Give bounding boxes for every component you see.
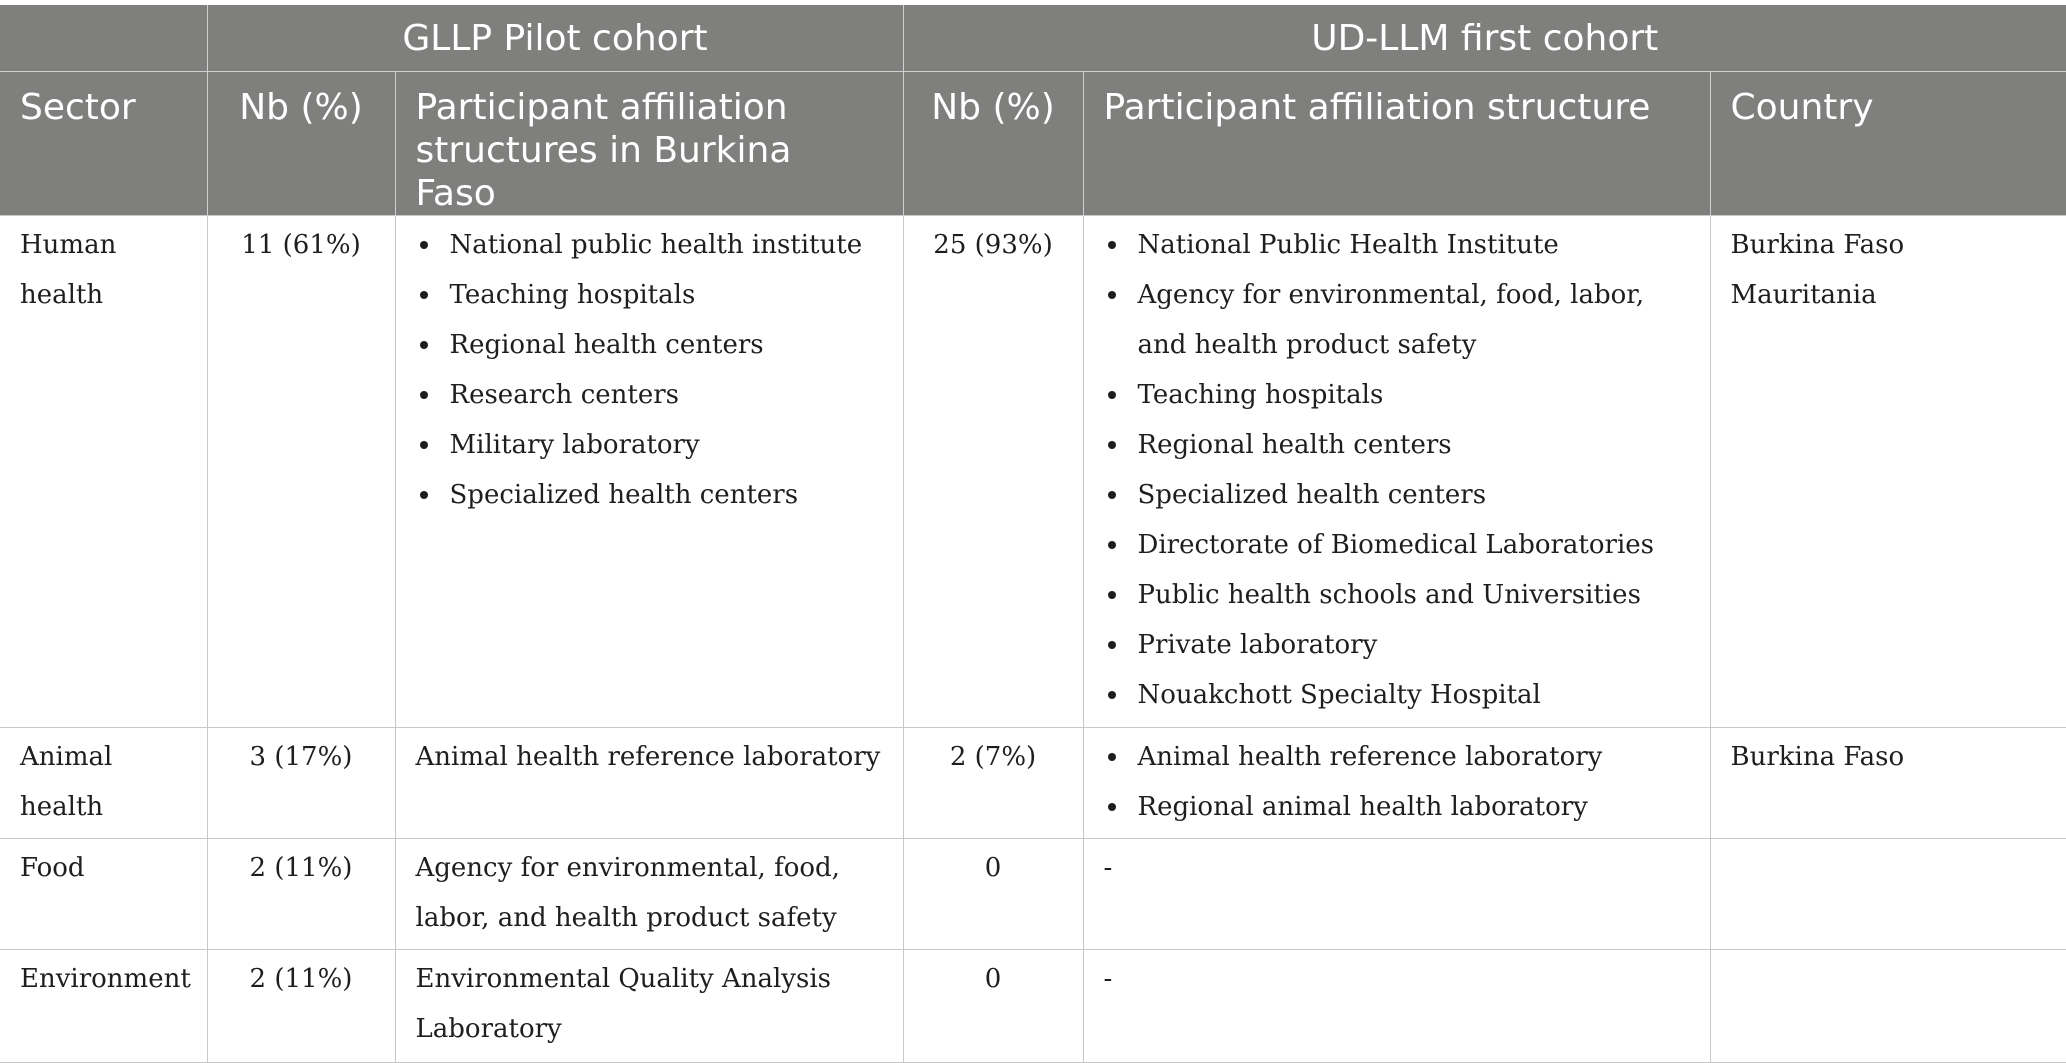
gllp-affiliation-cell [395,216,903,728]
table-row [0,950,2066,1063]
list-item: Regional health centers [416,320,883,370]
country-cell [1710,950,2066,1063]
country-cell: Burkina Faso [1710,728,2066,839]
sector-cell: Environment [0,950,207,1063]
list-item: Specialized health centers [1104,470,1690,520]
list-item: Nouakchott Specialty Hospital [1104,670,1690,720]
udllm-affiliation-cell [1083,216,1710,728]
header-sector: Sector [0,72,207,216]
sector-cell: Human health [0,216,207,728]
gllp-nb-cell: 2 (11%) [207,950,395,1063]
header-empty-cell [0,5,207,72]
table-row [0,839,2066,950]
udllm-nb-cell: 0 [903,950,1083,1063]
list-item: Teaching hospitals [1104,370,1690,420]
udllm-affiliation-list [1104,732,1690,832]
gllp-nb-cell: 2 (11%) [207,839,395,950]
udllm-affiliation-cell: - [1083,839,1710,950]
udllm-nb-cell: 0 [903,839,1083,950]
table-row [0,728,2066,839]
list-item: Agency for environmental, food, labor, and health product safety [1104,270,1690,370]
table-header [0,5,2066,216]
list-item: Regional health centers [1104,420,1690,470]
country-cell [1710,839,2066,950]
gllp-nb-cell: 3 (17%) [207,728,395,839]
list-item: Animal health reference laboratory [1104,732,1690,782]
header-group-gllp: GLLP Pilot cohort [207,5,903,72]
gllp-affiliation-list [416,220,883,520]
cohort-comparison-table [0,5,2066,1063]
sector-cell: Food [0,839,207,950]
udllm-affiliation-list [1104,220,1690,720]
table-row [0,216,2066,728]
list-item: Teaching hospitals [416,270,883,320]
udllm-nb-cell: 25 (93%) [903,216,1083,728]
country-cell: Burkina Faso Mauritania [1710,216,2066,728]
list-item: Specialized health centers [416,470,883,520]
udllm-nb-cell: 2 (7%) [903,728,1083,839]
list-item: Military laboratory [416,420,883,470]
list-item: Research centers [416,370,883,420]
udllm-affiliation-cell: - [1083,950,1710,1063]
header-nb-gllp: Nb (%) [207,72,395,216]
table-body [0,216,2066,1063]
header-nb-udllm: Nb (%) [903,72,1083,216]
list-item: National Public Health Institute [1104,220,1690,270]
header-affiliation-gllp: Participant affiliation structures in Burkina Faso [395,72,903,216]
header-group-udllm: UD-LLM first cohort [903,5,2066,72]
header-column-row [0,72,2066,216]
list-item: Directorate of Biomedical Laboratories [1104,520,1690,570]
header-affiliation-udllm: Participant affiliation structure [1083,72,1710,216]
header-country: Country [1710,72,2066,216]
list-item: Public health schools and Universities [1104,570,1690,620]
list-item: Regional animal health laboratory [1104,782,1690,832]
gllp-nb-cell: 11 (61%) [207,216,395,728]
gllp-affiliation-cell: Agency for environmental, food, labor, and health product safety [395,839,903,950]
list-item: Private laboratory [1104,620,1690,670]
list-item: National public health institute [416,220,883,270]
gllp-affiliation-cell: Environmental Quality Analysis Laboratory [395,950,903,1063]
gllp-affiliation-cell: Animal health reference laboratory [395,728,903,839]
header-group-row [0,5,2066,72]
sector-cell: Animal health [0,728,207,839]
udllm-affiliation-cell [1083,728,1710,839]
